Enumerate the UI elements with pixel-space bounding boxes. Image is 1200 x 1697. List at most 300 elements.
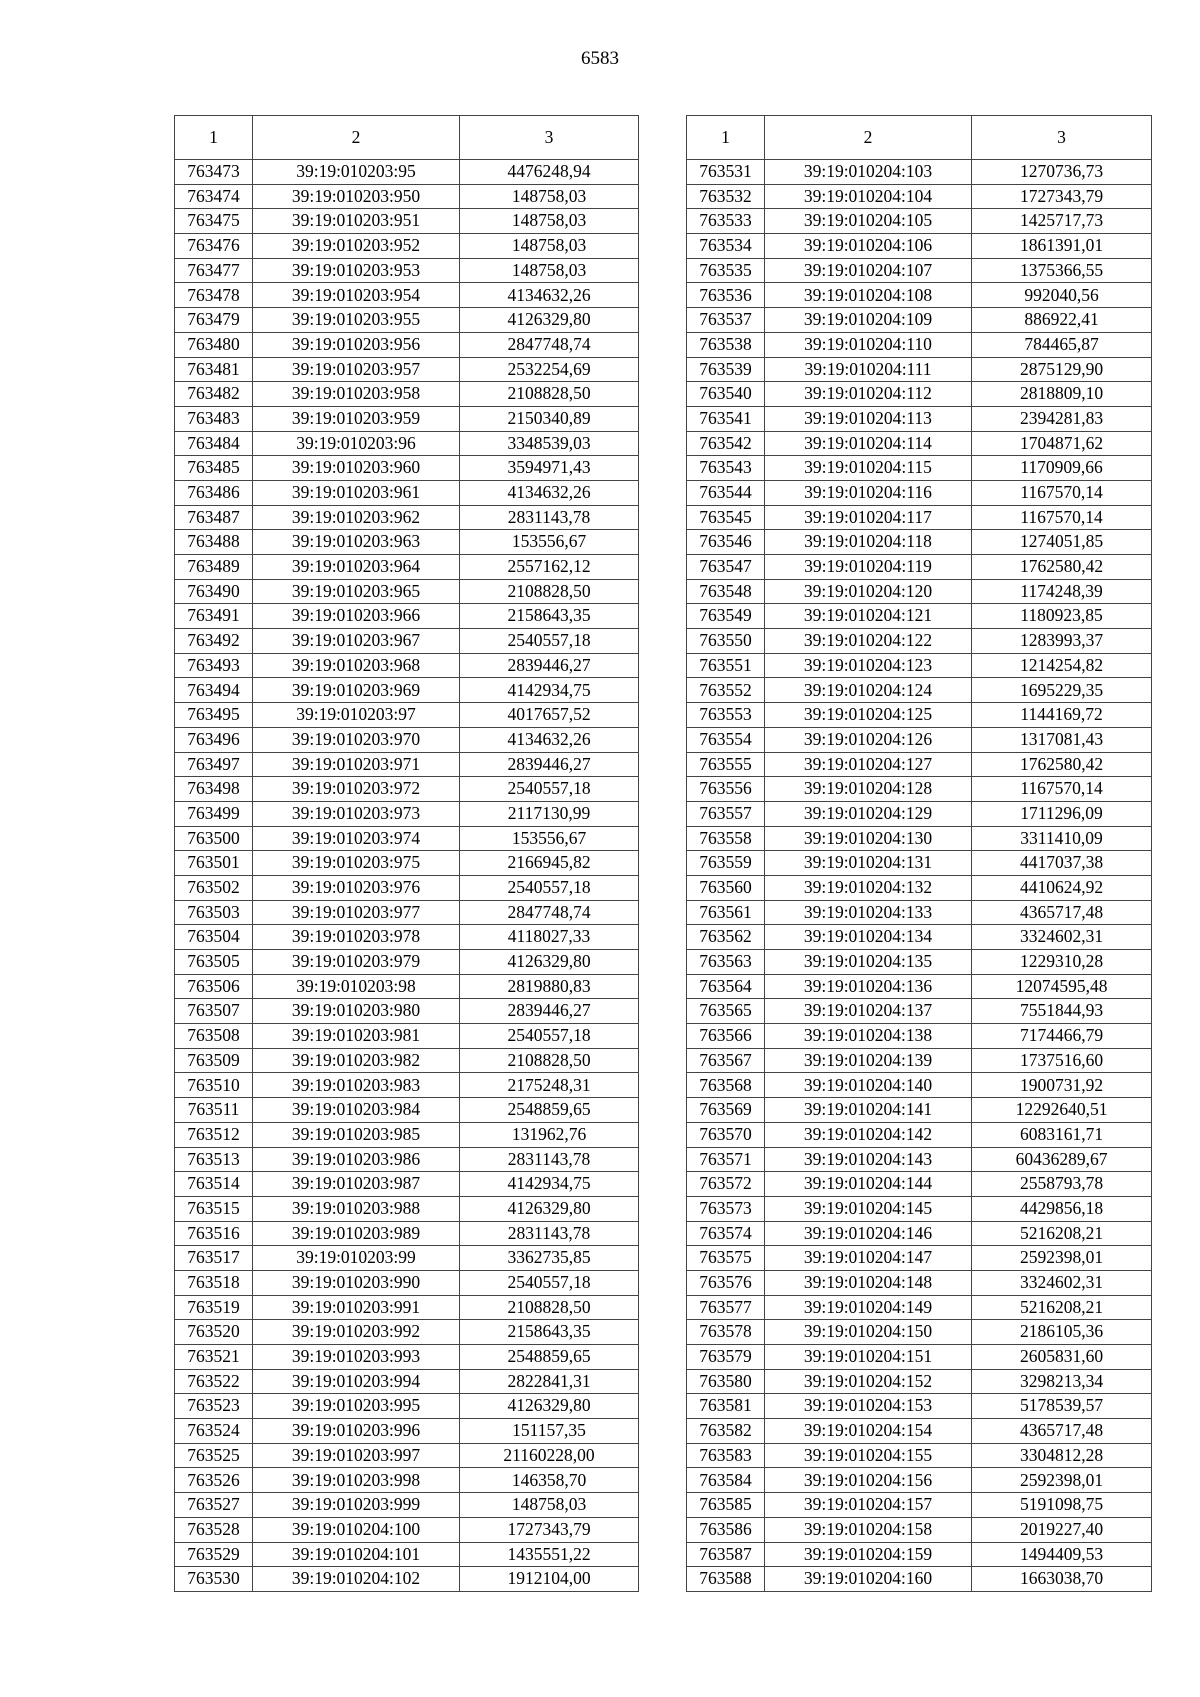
value-cell: 1494409,53 (972, 1542, 1152, 1567)
value-cell: 60436289,67 (972, 1147, 1152, 1172)
cadastral-number-cell: 39:19:010204:127 (765, 752, 972, 777)
cadastral-number-cell: 39:19:010204:104 (765, 184, 972, 209)
value-cell: 4142934,75 (460, 1172, 639, 1197)
table-row (175, 530, 639, 555)
value-cell: 2108828,50 (460, 1048, 639, 1073)
value-cell: 1317081,43 (972, 727, 1152, 752)
table-row (687, 382, 1152, 407)
value-cell: 2540557,18 (460, 777, 639, 802)
row-number-cell: 763572 (687, 1172, 765, 1197)
row-number-cell: 763527 (175, 1493, 253, 1518)
table-row (175, 752, 639, 777)
cadastral-number-cell: 39:19:010204:148 (765, 1270, 972, 1295)
table-row (175, 1493, 639, 1518)
value-cell: 2540557,18 (460, 1270, 639, 1295)
row-number-cell: 763518 (175, 1270, 253, 1295)
table-row (687, 703, 1152, 728)
row-number-cell: 763532 (687, 184, 765, 209)
table-row (175, 283, 639, 308)
cadastral-number-cell: 39:19:010204:137 (765, 999, 972, 1024)
value-cell: 148758,03 (460, 209, 639, 234)
table-row (175, 1517, 639, 1542)
cadastral-number-cell: 39:19:010203:97 (253, 703, 460, 728)
row-number-cell: 763564 (687, 974, 765, 999)
row-number-cell: 763505 (175, 950, 253, 975)
cadastral-number-cell: 39:19:010203:978 (253, 925, 460, 950)
cadastral-number-cell: 39:19:010204:110 (765, 332, 972, 357)
table-row (687, 1295, 1152, 1320)
value-cell: 1229310,28 (972, 950, 1152, 975)
value-cell: 146358,70 (460, 1468, 639, 1493)
cadastral-number-cell: 39:19:010204:155 (765, 1443, 972, 1468)
table-row (175, 480, 639, 505)
value-cell: 2166945,82 (460, 851, 639, 876)
row-number-cell: 763562 (687, 925, 765, 950)
cadastral-number-cell: 39:19:010204:138 (765, 1024, 972, 1049)
table-row (687, 851, 1152, 876)
value-cell: 4126329,80 (460, 1394, 639, 1419)
cadastral-number-cell: 39:19:010203:954 (253, 283, 460, 308)
row-number-cell: 763473 (175, 160, 253, 185)
row-number-cell: 763525 (175, 1443, 253, 1468)
cadastral-number-cell: 39:19:010203:979 (253, 950, 460, 975)
cadastral-number-cell: 39:19:010203:972 (253, 777, 460, 802)
value-cell: 148758,03 (460, 184, 639, 209)
value-cell: 3594971,43 (460, 456, 639, 481)
column-header-3: 3 (972, 116, 1152, 160)
value-cell: 2875129,90 (972, 357, 1152, 382)
cadastral-number-cell: 39:19:010204:100 (253, 1517, 460, 1542)
cadastral-number-cell: 39:19:010203:965 (253, 579, 460, 604)
cadastral-number-cell: 39:19:010204:115 (765, 456, 972, 481)
table-row (175, 1345, 639, 1370)
table-row (687, 1246, 1152, 1271)
cadastral-number-cell: 39:19:010204:144 (765, 1172, 972, 1197)
row-number-cell: 763587 (687, 1542, 765, 1567)
table-row (687, 160, 1152, 185)
cadastral-number-cell: 39:19:010203:968 (253, 653, 460, 678)
value-cell: 2540557,18 (460, 629, 639, 654)
value-cell: 153556,67 (460, 826, 639, 851)
page-number: 6583 (581, 48, 619, 69)
row-number-cell: 763579 (687, 1345, 765, 1370)
column-header-1: 1 (175, 116, 253, 160)
value-cell: 1167570,14 (972, 505, 1152, 530)
row-number-cell: 763529 (175, 1542, 253, 1567)
value-cell: 2108828,50 (460, 579, 639, 604)
table-row (175, 703, 639, 728)
row-number-cell: 763557 (687, 801, 765, 826)
cadastral-number-cell: 39:19:010204:151 (765, 1345, 972, 1370)
cadastral-number-cell: 39:19:010204:136 (765, 974, 972, 999)
table-row (687, 752, 1152, 777)
table-row (687, 1221, 1152, 1246)
row-number-cell: 763559 (687, 851, 765, 876)
table-row (687, 678, 1152, 703)
row-number-cell: 763539 (687, 357, 765, 382)
table-row (175, 826, 639, 851)
cadastral-number-cell: 39:19:010203:999 (253, 1493, 460, 1518)
table-row (687, 1147, 1152, 1172)
table-row (175, 160, 639, 185)
cadastral-number-cell: 39:19:010203:980 (253, 999, 460, 1024)
value-cell: 2175248,31 (460, 1073, 639, 1098)
cadastral-number-cell: 39:19:010203:953 (253, 258, 460, 283)
cadastral-number-cell: 39:19:010204:139 (765, 1048, 972, 1073)
cadastral-number-cell: 39:19:010204:122 (765, 629, 972, 654)
table-row (687, 1345, 1152, 1370)
table-row (175, 1270, 639, 1295)
table-row (175, 1221, 639, 1246)
row-number-cell: 763492 (175, 629, 253, 654)
value-cell: 12074595,48 (972, 974, 1152, 999)
row-number-cell: 763521 (175, 1345, 253, 1370)
row-number-cell: 763486 (175, 480, 253, 505)
cadastral-number-cell: 39:19:010204:129 (765, 801, 972, 826)
cadastral-number-cell: 39:19:010203:957 (253, 357, 460, 382)
table-row (687, 1122, 1152, 1147)
value-cell: 1695229,35 (972, 678, 1152, 703)
row-number-cell: 763490 (175, 579, 253, 604)
value-cell: 2150340,89 (460, 406, 639, 431)
value-cell: 3298213,34 (972, 1369, 1152, 1394)
value-cell: 4126329,80 (460, 950, 639, 975)
row-number-cell: 763573 (687, 1196, 765, 1221)
table-row (687, 1024, 1152, 1049)
row-number-cell: 763550 (687, 629, 765, 654)
row-number-cell: 763544 (687, 480, 765, 505)
value-cell: 153556,67 (460, 530, 639, 555)
cadastral-number-cell: 39:19:010204:153 (765, 1394, 972, 1419)
value-cell: 2117130,99 (460, 801, 639, 826)
row-number-cell: 763483 (175, 406, 253, 431)
row-number-cell: 763508 (175, 1024, 253, 1049)
value-cell: 2558793,78 (972, 1172, 1152, 1197)
row-number-cell: 763555 (687, 752, 765, 777)
row-number-cell: 763545 (687, 505, 765, 530)
cadastral-number-cell: 39:19:010203:975 (253, 851, 460, 876)
table-row (687, 332, 1152, 357)
row-number-cell: 763507 (175, 999, 253, 1024)
table-row (687, 1468, 1152, 1493)
table-row (687, 1048, 1152, 1073)
cadastral-number-cell: 39:19:010203:977 (253, 900, 460, 925)
table-row (175, 1567, 639, 1592)
cadastral-number-cell: 39:19:010204:123 (765, 653, 972, 678)
row-number-cell: 763574 (687, 1221, 765, 1246)
row-number-cell: 763534 (687, 234, 765, 259)
value-cell: 151157,35 (460, 1419, 639, 1444)
table-row (175, 777, 639, 802)
column-header-3: 3 (460, 116, 639, 160)
value-cell: 148758,03 (460, 258, 639, 283)
table-row (175, 1419, 639, 1444)
row-number-cell: 763542 (687, 431, 765, 456)
cadastral-number-cell: 39:19:010204:118 (765, 530, 972, 555)
value-cell: 2186105,36 (972, 1320, 1152, 1345)
value-cell: 1861391,01 (972, 234, 1152, 259)
cadastral-number-cell: 39:19:010204:146 (765, 1221, 972, 1246)
cadastral-number-cell: 39:19:010204:152 (765, 1369, 972, 1394)
cadastral-number-cell: 39:19:010204:145 (765, 1196, 972, 1221)
cadastral-number-cell: 39:19:010204:124 (765, 678, 972, 703)
row-number-cell: 763476 (175, 234, 253, 259)
value-cell: 2847748,74 (460, 332, 639, 357)
table-row (175, 678, 639, 703)
cadastral-number-cell: 39:19:010203:966 (253, 604, 460, 629)
value-cell: 4429856,18 (972, 1196, 1152, 1221)
row-number-cell: 763552 (687, 678, 765, 703)
value-cell: 2831143,78 (460, 1221, 639, 1246)
value-cell: 1214254,82 (972, 653, 1152, 678)
cadastral-number-cell: 39:19:010204:141 (765, 1098, 972, 1123)
row-number-cell: 763478 (175, 283, 253, 308)
table-row (687, 801, 1152, 826)
row-number-cell: 763570 (687, 1122, 765, 1147)
table-row (687, 925, 1152, 950)
cadastral-number-cell: 39:19:010203:960 (253, 456, 460, 481)
table-row (175, 234, 639, 259)
row-number-cell: 763488 (175, 530, 253, 555)
value-cell: 2839446,27 (460, 999, 639, 1024)
cadastral-number-cell: 39:19:010204:108 (765, 283, 972, 308)
row-number-cell: 763566 (687, 1024, 765, 1049)
table-row (175, 1320, 639, 1345)
row-number-cell: 763583 (687, 1443, 765, 1468)
value-cell: 2548859,65 (460, 1098, 639, 1123)
row-number-cell: 763496 (175, 727, 253, 752)
value-cell: 886922,41 (972, 308, 1152, 333)
table-row (175, 604, 639, 629)
table-row (175, 999, 639, 1024)
row-number-cell: 763519 (175, 1295, 253, 1320)
table-row (687, 1196, 1152, 1221)
value-cell: 12292640,51 (972, 1098, 1152, 1123)
row-number-cell: 763580 (687, 1369, 765, 1394)
table-row (175, 505, 639, 530)
table-row (175, 406, 639, 431)
value-cell: 2592398,01 (972, 1246, 1152, 1271)
row-number-cell: 763586 (687, 1517, 765, 1542)
row-number-cell: 763565 (687, 999, 765, 1024)
cadastral-number-cell: 39:19:010203:988 (253, 1196, 460, 1221)
table-row (175, 653, 639, 678)
row-number-cell: 763547 (687, 555, 765, 580)
table-row (175, 727, 639, 752)
cadastral-number-cell: 39:19:010203:951 (253, 209, 460, 234)
cadastral-number-cell: 39:19:010204:133 (765, 900, 972, 925)
table-row (175, 1024, 639, 1049)
table-row (687, 875, 1152, 900)
row-number-cell: 763577 (687, 1295, 765, 1320)
value-cell: 1900731,92 (972, 1073, 1152, 1098)
cadastral-number-cell: 39:19:010203:982 (253, 1048, 460, 1073)
cadastral-number-cell: 39:19:010204:147 (765, 1246, 972, 1271)
row-number-cell: 763509 (175, 1048, 253, 1073)
value-cell: 2532254,69 (460, 357, 639, 382)
table-row (687, 1172, 1152, 1197)
cadastral-number-cell: 39:19:010203:990 (253, 1270, 460, 1295)
cadastral-number-cell: 39:19:010204:112 (765, 382, 972, 407)
cadastral-number-cell: 39:19:010203:950 (253, 184, 460, 209)
value-cell: 784465,87 (972, 332, 1152, 357)
cadastral-number-cell: 39:19:010203:961 (253, 480, 460, 505)
row-number-cell: 763536 (687, 283, 765, 308)
header-row (687, 116, 1152, 160)
cadastral-number-cell: 39:19:010204:140 (765, 1073, 972, 1098)
cadastral-number-cell: 39:19:010203:981 (253, 1024, 460, 1049)
value-cell: 2108828,50 (460, 382, 639, 407)
row-number-cell: 763558 (687, 826, 765, 851)
row-number-cell: 763571 (687, 1147, 765, 1172)
value-cell: 2819880,83 (460, 974, 639, 999)
cadastral-number-cell: 39:19:010203:983 (253, 1073, 460, 1098)
value-cell: 1737516,60 (972, 1048, 1152, 1073)
row-number-cell: 763553 (687, 703, 765, 728)
cadastral-number-cell: 39:19:010204:157 (765, 1493, 972, 1518)
row-number-cell: 763554 (687, 727, 765, 752)
cadastral-number-cell: 39:19:010204:142 (765, 1122, 972, 1147)
row-number-cell: 763538 (687, 332, 765, 357)
row-number-cell: 763541 (687, 406, 765, 431)
cadastral-number-cell: 39:19:010204:105 (765, 209, 972, 234)
value-cell: 4126329,80 (460, 308, 639, 333)
value-cell: 148758,03 (460, 234, 639, 259)
table-row (687, 604, 1152, 629)
value-cell: 3362735,85 (460, 1246, 639, 1271)
row-number-cell: 763524 (175, 1419, 253, 1444)
cadastral-number-cell: 39:19:010203:974 (253, 826, 460, 851)
value-cell: 6083161,71 (972, 1122, 1152, 1147)
row-number-cell: 763516 (175, 1221, 253, 1246)
cadastral-number-cell: 39:19:010204:106 (765, 234, 972, 259)
cadastral-number-cell: 39:19:010204:114 (765, 431, 972, 456)
row-number-cell: 763514 (175, 1172, 253, 1197)
value-cell: 2158643,35 (460, 1320, 639, 1345)
value-cell: 2831143,78 (460, 505, 639, 530)
value-cell: 2019227,40 (972, 1517, 1152, 1542)
cadastral-number-cell: 39:19:010203:984 (253, 1098, 460, 1123)
value-cell: 2839446,27 (460, 752, 639, 777)
value-cell: 2822841,31 (460, 1369, 639, 1394)
row-number-cell: 763489 (175, 555, 253, 580)
row-number-cell: 763578 (687, 1320, 765, 1345)
row-number-cell: 763494 (175, 678, 253, 703)
value-cell: 2831143,78 (460, 1147, 639, 1172)
table-row (175, 555, 639, 580)
value-cell: 3304812,28 (972, 1443, 1152, 1468)
row-number-cell: 763537 (687, 308, 765, 333)
table-row (175, 1295, 639, 1320)
value-cell: 4134632,26 (460, 283, 639, 308)
cadastral-number-cell: 39:19:010203:991 (253, 1295, 460, 1320)
value-cell: 148758,03 (460, 1493, 639, 1518)
column-header-1: 1 (687, 116, 765, 160)
table-row (175, 801, 639, 826)
row-number-cell: 763502 (175, 875, 253, 900)
row-number-cell: 763479 (175, 308, 253, 333)
table-row (175, 629, 639, 654)
table-row (687, 1443, 1152, 1468)
value-cell: 1727343,79 (460, 1517, 639, 1542)
table-row (175, 1468, 639, 1493)
cadastral-number-cell: 39:19:010204:128 (765, 777, 972, 802)
table-row (687, 1320, 1152, 1345)
value-cell: 1167570,14 (972, 777, 1152, 802)
table-row (687, 431, 1152, 456)
table-row (687, 234, 1152, 259)
cadastral-number-cell: 39:19:010204:154 (765, 1419, 972, 1444)
cadastral-number-cell: 39:19:010203:998 (253, 1468, 460, 1493)
value-cell: 1170909,66 (972, 456, 1152, 481)
value-cell: 2108828,50 (460, 1295, 639, 1320)
value-cell: 1283993,37 (972, 629, 1152, 654)
cadastral-number-cell: 39:19:010204:132 (765, 875, 972, 900)
table-row (175, 875, 639, 900)
table-row (687, 1098, 1152, 1123)
cadastral-number-cell: 39:19:010204:111 (765, 357, 972, 382)
row-number-cell: 763480 (175, 332, 253, 357)
row-number-cell: 763549 (687, 604, 765, 629)
table-row (687, 999, 1152, 1024)
value-cell: 2557162,12 (460, 555, 639, 580)
table-row (175, 950, 639, 975)
row-number-cell: 763523 (175, 1394, 253, 1419)
cadastral-number-cell: 39:19:010204:121 (765, 604, 972, 629)
value-cell: 1270736,73 (972, 160, 1152, 185)
value-cell: 1663038,70 (972, 1567, 1152, 1592)
column-header-2: 2 (253, 116, 460, 160)
value-cell: 5191098,75 (972, 1493, 1152, 1518)
value-cell: 1425717,73 (972, 209, 1152, 234)
row-number-cell: 763487 (175, 505, 253, 530)
table-row (175, 1246, 639, 1271)
value-cell: 2847748,74 (460, 900, 639, 925)
cadastral-number-cell: 39:19:010203:96 (253, 431, 460, 456)
value-cell: 4017657,52 (460, 703, 639, 728)
table-row (687, 456, 1152, 481)
table-row (687, 406, 1152, 431)
value-cell: 2818809,10 (972, 382, 1152, 407)
value-cell: 2605831,60 (972, 1345, 1152, 1370)
value-cell: 1144169,72 (972, 703, 1152, 728)
row-number-cell: 763561 (687, 900, 765, 925)
cadastral-number-cell: 39:19:010204:101 (253, 1542, 460, 1567)
value-cell: 5216208,21 (972, 1221, 1152, 1246)
row-number-cell: 763585 (687, 1493, 765, 1518)
cadastral-number-cell: 39:19:010204:126 (765, 727, 972, 752)
value-cell: 7551844,93 (972, 999, 1152, 1024)
table-row (175, 1122, 639, 1147)
row-number-cell: 763528 (175, 1517, 253, 1542)
row-number-cell: 763512 (175, 1122, 253, 1147)
row-number-cell: 763569 (687, 1098, 765, 1123)
table-row (175, 357, 639, 382)
cadastral-number-cell: 39:19:010203:996 (253, 1419, 460, 1444)
value-cell: 2158643,35 (460, 604, 639, 629)
row-number-cell: 763548 (687, 579, 765, 604)
table-row (687, 974, 1152, 999)
table-row (687, 184, 1152, 209)
table-row (175, 1098, 639, 1123)
row-number-cell: 763522 (175, 1369, 253, 1394)
table-row (175, 900, 639, 925)
value-cell: 2540557,18 (460, 875, 639, 900)
table-row (687, 1493, 1152, 1518)
cadastral-number-cell: 39:19:010204:149 (765, 1295, 972, 1320)
table-row (687, 727, 1152, 752)
cadastral-number-cell: 39:19:010204:131 (765, 851, 972, 876)
